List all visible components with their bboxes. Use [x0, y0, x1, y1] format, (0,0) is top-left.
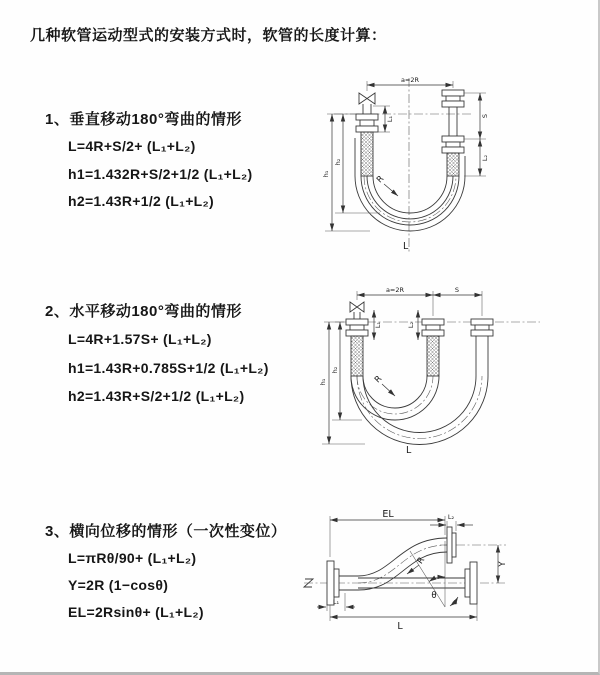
- radius-leader: [407, 555, 427, 574]
- radius-leader: [375, 174, 398, 196]
- dim-label-r: R: [374, 173, 387, 186]
- dim-label-l1: L₁: [374, 321, 382, 329]
- top-right-flange: [447, 527, 456, 563]
- dimension-a2r: [357, 286, 433, 316]
- dim-label-l1: L₁: [332, 598, 340, 606]
- right-pipe-fitting: [471, 319, 493, 376]
- dim-label-a2r: a=2R: [400, 76, 420, 84]
- dimension-l2: [464, 139, 489, 176]
- dim-label-h1: h₁: [319, 378, 327, 386]
- dim-label-s: S: [454, 286, 460, 294]
- dim-label-theta: θ: [431, 591, 437, 601]
- diagram-lateral-displacement: [300, 505, 600, 645]
- dim-label-a2r: a=2R: [385, 286, 405, 294]
- dimension-l: [330, 604, 477, 632]
- left-pipe-fitting: [346, 312, 368, 376]
- braid-section: [361, 132, 373, 176]
- dim-label-s: S: [481, 113, 489, 119]
- dim-label-l2: L₂: [447, 513, 455, 521]
- diagram-horizontal-180-bend: [310, 282, 600, 457]
- section-2-formula-h2: h2=1.43R+S/2+1/2 (L₁+L₂): [68, 388, 245, 404]
- dim-label-l: L: [397, 621, 403, 632]
- dim-label-h2: h₂: [331, 366, 339, 374]
- valve-icon: [350, 302, 364, 312]
- dim-label-l2: L₂: [407, 321, 415, 329]
- valve-icon: [359, 93, 375, 104]
- dimension-a2r: [367, 76, 453, 91]
- section-2-formula-h1: h1=1.43R+0.785S+1/2 (L₁+L₂): [68, 360, 269, 376]
- section-1-formula-L: L=4R+S/2+ (L₁+L₂): [68, 138, 196, 154]
- dim-label-r: R: [415, 555, 428, 567]
- section-1-formula-h1: h1=1.432R+S/2+1/2 (L₁+L₂): [68, 166, 253, 182]
- section-2-heading: 2、水平移动180°弯曲的情形: [45, 303, 242, 320]
- section-3-formula-EL: EL=2Rsinθ+ (L₁+L₂): [68, 604, 204, 620]
- braid-section: [447, 153, 459, 176]
- diagram-vertical-180-bend: [310, 72, 600, 257]
- radius-leader: [373, 374, 395, 396]
- dim-label-l2: L₂: [481, 154, 489, 162]
- dim-label-l1: L₁: [386, 115, 394, 123]
- dimension-l2: [407, 310, 418, 340]
- dimension-y: [498, 545, 508, 583]
- middle-pipe-fitting: [422, 319, 444, 376]
- hose-s-curve: [358, 538, 447, 590]
- dim-label-l: L: [406, 445, 412, 456]
- section-2-formula-L: L=4R+1.57S+ (L₁+L₂): [68, 331, 212, 347]
- section-3-heading: 3、横向位移的情形（一次性变位）: [45, 523, 287, 540]
- right-pipe-fitting: [442, 90, 464, 176]
- dim-label-l: L: [403, 241, 409, 252]
- braid-section: [351, 336, 363, 376]
- dimension-s: [464, 93, 489, 139]
- braid-section: [427, 336, 439, 376]
- dim-label-el: EL: [382, 509, 394, 520]
- left-pipe-fitting: [356, 104, 378, 176]
- dimension-s: [433, 286, 482, 316]
- dim-label-h1: h₁: [322, 170, 330, 178]
- dimension-l1: [374, 310, 382, 340]
- dim-label-y: Y: [498, 561, 508, 567]
- dim-label-h2: h₂: [334, 158, 342, 166]
- section-1-formula-h2: h2=1.43R+1/2 (L₁+L₂): [68, 193, 215, 209]
- section-3-formula-L: L=πRθ/90+ (L₁+L₂): [68, 550, 197, 566]
- page-title: 几种软管运动型式的安装方式时，软管的长度计算：: [30, 27, 387, 44]
- bottom-right-flange: [465, 562, 477, 604]
- section-3-formula-Y: Y=2R (1−cosθ): [68, 577, 169, 593]
- dimension-el: [330, 509, 445, 557]
- dim-label-r: R: [372, 373, 385, 386]
- hose-u-bend: [351, 373, 488, 445]
- section-1-heading: 1、垂直移动180°弯曲的情形: [45, 111, 242, 128]
